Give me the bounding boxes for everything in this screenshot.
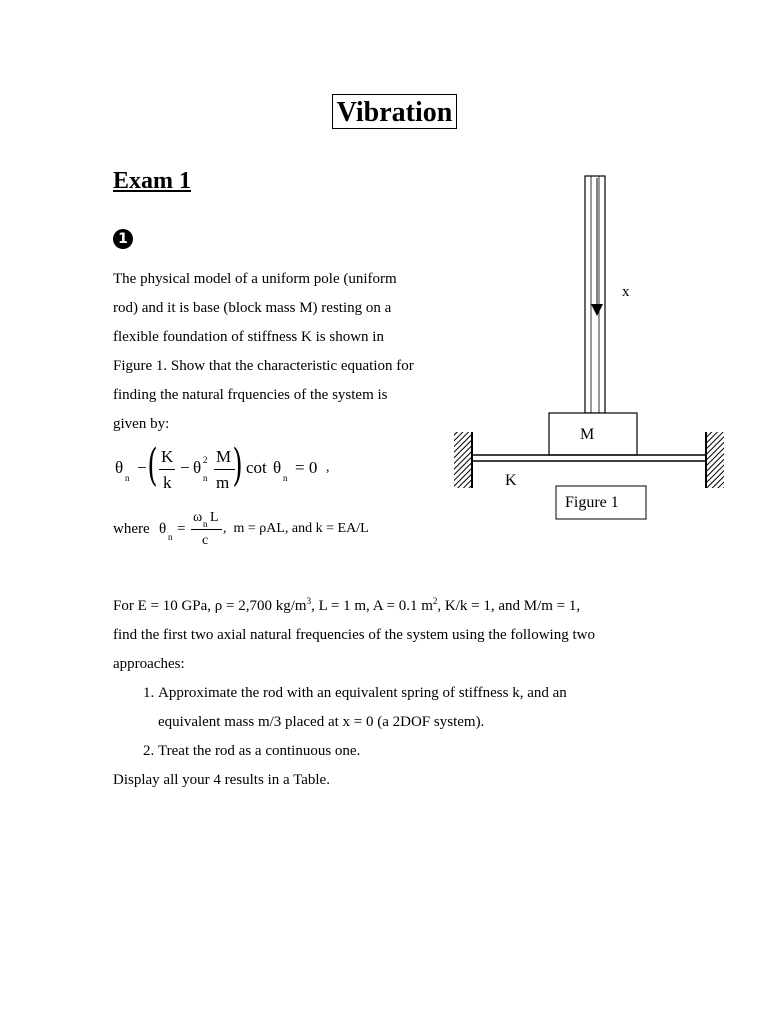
superscript: 2	[432, 596, 438, 606]
eq-sub: n	[203, 473, 208, 483]
approach-item	[158, 737, 673, 766]
where-rest: , m = ρAL, and k = EA/L	[223, 521, 369, 536]
approach-text: Approximate the rod with an equivalent spring of stiffness k, and an	[158, 685, 567, 701]
where-definition	[113, 508, 453, 552]
eq-theta: θ	[193, 458, 202, 477]
problem-text: , L = 1 m, A = 0.1 m	[311, 598, 433, 614]
approach-list	[113, 679, 673, 766]
spring-label: K	[505, 472, 517, 489]
eq-equals-zero: = 0	[295, 458, 318, 477]
closing-line: Display all your 4 results in a Table.	[113, 772, 330, 788]
intro-line: given by:	[113, 416, 170, 432]
problem-line-3: approaches:	[113, 656, 185, 672]
eq-sup: 2	[203, 455, 208, 465]
eq-comma: ,	[326, 460, 330, 475]
where-word: where	[113, 521, 150, 537]
exam-heading: Exam 1	[113, 168, 191, 194]
where-equals: =	[177, 521, 186, 537]
eq-K: K	[161, 447, 174, 466]
intro-line: Figure 1. Show that the characteristic equation for	[113, 358, 414, 374]
problem-line-1	[113, 587, 673, 621]
mass-label: M	[580, 426, 595, 443]
eq-sub: n	[283, 473, 288, 483]
intro-line: flexible foundation of stiffness K is shown in	[113, 329, 384, 345]
problem-line-2: find the first two axial natural frequencies of the system using the following two	[113, 627, 595, 643]
page-title: Vibration	[332, 94, 457, 129]
approach-item	[158, 679, 673, 737]
eq-k: k	[163, 473, 172, 492]
rod	[585, 176, 605, 413]
intro-line: finding the natural frquencies of the system is	[113, 387, 388, 403]
eq-sub: n	[125, 473, 130, 483]
intro-paragraph	[113, 265, 453, 439]
eq-minus: −	[137, 458, 147, 477]
x-label: x	[622, 284, 630, 300]
eq-m: m	[216, 473, 230, 492]
problem-text: , K/k = 1, and M/m = 1,	[437, 598, 581, 614]
where-theta: θ	[159, 521, 167, 537]
eq-minus: −	[180, 458, 190, 477]
eq-M: M	[216, 447, 232, 466]
eq-left-paren: (	[147, 440, 158, 491]
right-wall-hatch	[706, 432, 724, 488]
problem-text: For E = 10 GPa, ρ = 2,700 kg/m	[113, 598, 307, 614]
intro-line: The physical model of a uniform pole (uniform	[113, 271, 397, 287]
where-omega: ω	[193, 510, 203, 525]
where-sub: n	[203, 519, 208, 529]
question-number-badge: 1	[113, 229, 133, 249]
where-sub: n	[168, 532, 173, 542]
approach-text: equivalent mass m/3 placed at x = 0 (a 2DOF system).	[158, 714, 485, 730]
where-c: c	[202, 533, 209, 548]
eq-theta: θ	[115, 458, 124, 477]
superscript: 3	[306, 596, 312, 606]
characteristic-equation	[113, 440, 443, 496]
figure-caption: Figure 1	[565, 494, 619, 511]
eq-right-paren: )	[232, 440, 243, 491]
intro-line: rod) and it is base (block mass M) resting on a	[113, 300, 392, 316]
problem-statement	[113, 587, 673, 795]
eq-theta: θ	[273, 458, 282, 477]
figure-1-diagram	[440, 160, 740, 530]
left-wall-hatch	[454, 432, 472, 488]
where-L: L	[210, 510, 219, 525]
approach-text: Treat the rod as a continuous one.	[158, 743, 361, 759]
eq-cot: cot	[246, 458, 267, 477]
